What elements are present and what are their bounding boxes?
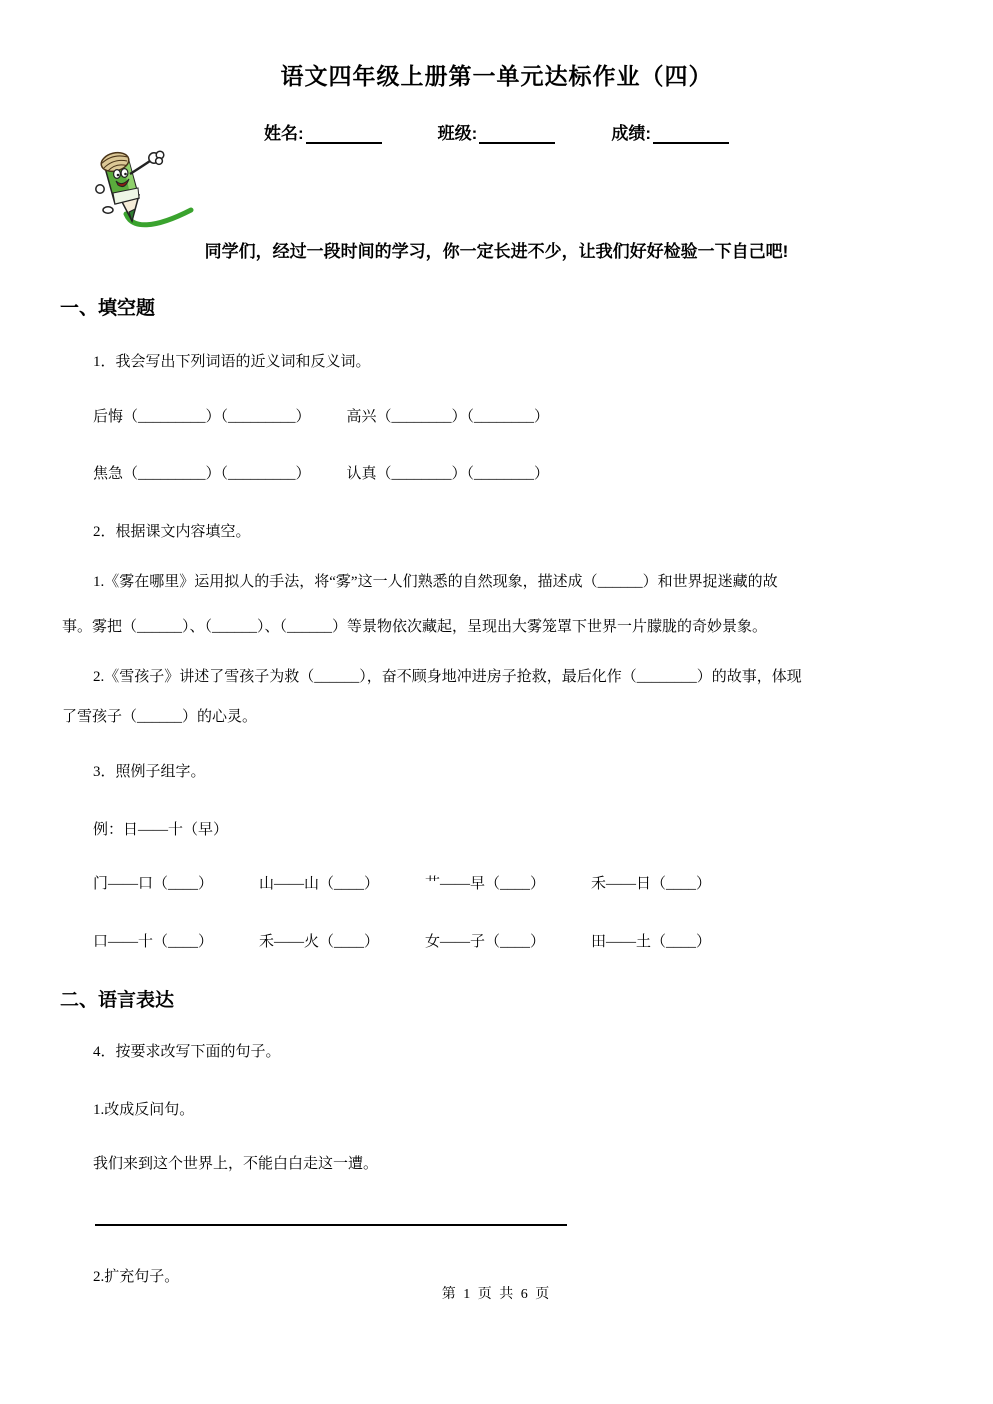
score-field [611, 119, 729, 144]
question-2-text: 2．根据课文内容填空。 [93, 524, 251, 540]
q2-paragraph-1-line-1: 1.《雾在哪里》运用拟人的手法，将“雾”这一人们熟悉的自然现象，描述成（______）和世界捉迷藏的故 [93, 574, 778, 590]
score-label: 成绩: [611, 124, 651, 143]
q1-blank-row-1 [93, 405, 549, 426]
q2-paragraph-2-line-2: 了雪孩子（______）的心灵。 [62, 709, 258, 725]
name-blank[interactable] [306, 124, 382, 144]
section-1-heading: 一、填空题 [60, 298, 156, 319]
student-info-row [0, 119, 993, 144]
q1-item-houhui[interactable]: 后悔（_________）（_________） [93, 409, 311, 425]
q1-item-gaoxing[interactable]: 高兴（________）（________） [346, 409, 550, 425]
q3-item[interactable]: 禾——日（____） [591, 876, 712, 892]
q4-subtask-1: 1.改成反问句。 [93, 1102, 195, 1118]
q3-char-row-1 [93, 872, 711, 893]
answer-line[interactable] [95, 1224, 567, 1226]
q1-item-jiaoji[interactable]: 焦急（_________）（_________） [93, 466, 311, 482]
class-blank[interactable] [479, 124, 555, 144]
name-label: 姓名: [263, 124, 304, 143]
q3-item[interactable]: 禾——火（____） [259, 934, 380, 950]
section-2-heading: 二、语言表达 [60, 990, 175, 1011]
q3-example: 例：日——十（早） [93, 822, 229, 838]
q4-sentence: 我们来到这个世界上，不能白白走这一遭。 [93, 1156, 379, 1172]
q3-item[interactable]: 门——口（____） [93, 876, 214, 892]
q4-subtask-2: 2.扩充句子。 [93, 1269, 180, 1285]
question-1-text: 1．我会写出下列词语的近义词和反义词。 [93, 354, 371, 370]
page-title: 语文四年级上册第一单元达标作业（四） [280, 63, 713, 89]
score-blank[interactable] [653, 124, 729, 144]
question-3-text: 3．照例子组字。 [93, 764, 206, 780]
q3-item[interactable]: 口——十（____） [93, 934, 214, 950]
q1-item-renzhen[interactable]: 认真（________）（________） [346, 466, 550, 482]
q3-item[interactable]: 田——土（____） [591, 934, 712, 950]
question-4-text: 4．按要求改写下面的句子。 [93, 1044, 281, 1060]
q3-item[interactable]: 山——山（____） [259, 876, 380, 892]
q2-paragraph-1-line-2: 事。雾把（______）、（______）、（______）等景物依次藏起，呈现出大雾笼罩下世界一片朦胧的奇妙景象。 [62, 619, 768, 635]
page-footer: 第 1 页 共 6 页 [441, 1287, 552, 1302]
q3-item[interactable]: 女——子（____） [425, 934, 546, 950]
pencil-mascot-icon [86, 148, 200, 234]
q1-blank-row-2 [93, 462, 549, 483]
name-field [264, 119, 382, 144]
intro-text: 同学们，经过一段时间的学习，你一定长进不少，让我们好好检验一下自己吧! [204, 242, 789, 261]
class-field [438, 119, 556, 144]
q3-item[interactable]: 艹——早（____） [425, 876, 546, 892]
class-label: 班级: [437, 124, 478, 143]
q2-paragraph-2-line-1: 2.《雪孩子》讲述了雪孩子为救（______），奋不顾身地冲进房子抢救，最后化作（________）的故事，体现 [93, 669, 802, 685]
q3-char-row-2 [93, 930, 711, 951]
